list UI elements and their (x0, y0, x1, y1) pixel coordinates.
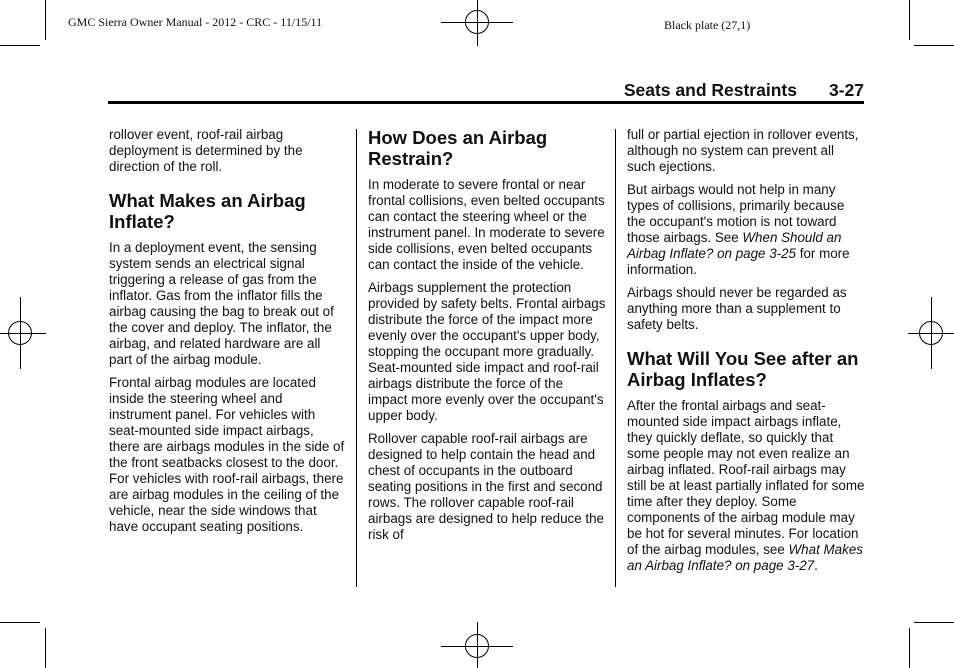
paragraph: rollover event, roof-rail airbag deployment is determined by the direction of the roll. (109, 127, 303, 174)
paragraph (627, 182, 865, 278)
paragraph-text: for more information. (627, 246, 850, 277)
paragraph: Frontal airbag modules are located inside the steering wheel and instrument panel. For vehicles with seat-mounted side impact airbags, there are airbags modules in the side of the front seatbacks closest to the door. For vehicles with roof-rail airbags, there are airbag modules in the ceiling of the vehicle, near the side windows that have occupant seating positions. (109, 375, 345, 534)
paragraph: Airbags supplement the protection provided by safety belts. Frontal airbags distribute the force of the impact more evenly over the occupant's upper body, stopping the occupant more gradually. Seat-mounted side impact and roof-rail airbags distribute the force of the impact more evenly over the occupant's upper body. (368, 280, 606, 423)
column-2 (368, 127, 606, 550)
plate-info-left: GMC Sierra Owner Manual - 2012 - CRC - 11/15/11 (68, 15, 323, 29)
plate-info-right: Black plate (27,1) (664, 18, 751, 32)
heading-what-makes-airbag-inflate: What Makes an Airbag Inflate? (109, 190, 306, 232)
header-rule (108, 101, 864, 104)
heading-what-will-you-see: What Will You See after an Airbag Inflates? (627, 348, 859, 390)
paragraph: In moderate to severe frontal or near frontal collisions, even belted occupants can contact the steering wheel or the instrument panel. In moderate to severe side collisions, even belted occupants can contact the inside of the vehicle. (368, 177, 605, 272)
paragraph-text: . (814, 558, 818, 573)
paragraph (627, 398, 865, 574)
paragraph: In a deployment event, the sensing system sends an electrical signal triggering a release of gas from the inflator. Gas from the inflator fills the airbag causing the bag to break out of the cover and deploy. The inflator, the airbag, and related hardware are all part of the airbag module. (109, 240, 334, 367)
page-number: 3-27 (828, 80, 864, 100)
paragraph: Rollover capable roof-rail airbags are designed to help contain the head and chest of occupants in the outboard seating positions in the first and second rows. The rollover capable roof-rail airbags are designed to help reduce the risk of (368, 431, 604, 542)
column-divider-1 (356, 129, 357, 587)
column-3 (627, 127, 865, 581)
paragraph: full or partial ejection in rollover events, although no system can prevent all such ejections. (627, 127, 859, 174)
paragraph-text: But airbags would not help in many types of collisions, primarily because the occupant's motion is not toward those airbags. See (627, 182, 845, 245)
cross-reference-link[interactable]: What Makes an Airbag Inflate? on page 3-27 (627, 542, 863, 573)
section-title: Seats and Restraints (623, 80, 797, 100)
paragraph-text: After the frontal airbags and seat-mounted side impact airbags inflate, they quickly deflate, so quickly that some people may not even realize an airbag inflated. Roof-rail airbags may still be at least partially inflated for some time after they deploy. Some components of the airbag module may be hot for several minutes. For location of the airbag modules, see (627, 398, 865, 557)
running-head (624, 80, 864, 101)
cross-reference-link[interactable]: When Should an Airbag Inflate? on page 3-25 (627, 230, 842, 261)
column-1 (109, 127, 347, 542)
heading-how-does-airbag-restrain: How Does an Airbag Restrain? (368, 127, 548, 169)
column-divider-2 (615, 129, 616, 587)
paragraph: Airbags should never be regarded as anything more than a supplement to safety belts. (627, 285, 847, 332)
